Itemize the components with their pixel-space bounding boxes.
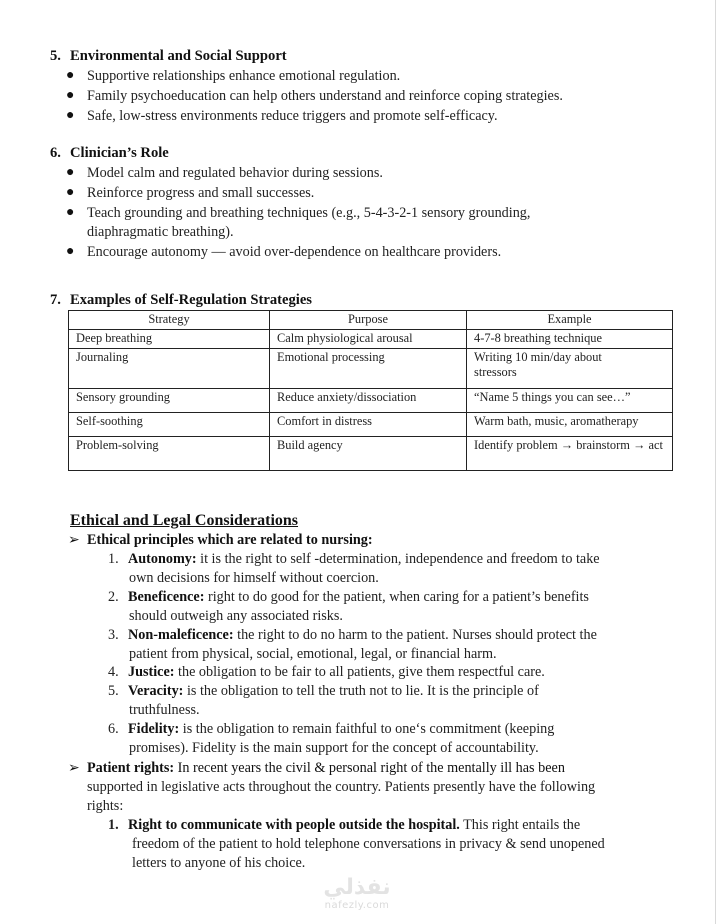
principle-item: 2. Beneficence: right to do good for the patient, when caring for a patient’s benefits — [108, 589, 589, 605]
bullet-icon: ● — [66, 88, 75, 103]
table-cell: Reduce anxiety/dissociation — [270, 389, 467, 413]
principle-continuation: truthfulness. — [129, 702, 200, 718]
right-continuation: freedom of the patient to hold telephone conversations in privacy & send unopened — [132, 836, 605, 852]
table-cell: Warm bath, music, aromatherapy — [467, 413, 673, 437]
principle-item: 3. Non-maleficence: the right to do no harm to the patient. Nurses should protect the — [108, 627, 597, 643]
bullet-icon: ● — [66, 244, 75, 259]
section-7-heading: 7. Examples of Self-Regulation Strategies — [50, 292, 312, 308]
right-item: 1. Right to communicate with people outside the hospital. This right entails the — [108, 817, 581, 833]
table-cell: Problem-solving — [69, 437, 270, 471]
table-row — [69, 349, 673, 389]
bullet-icon: ● — [66, 185, 75, 200]
table-cell: Journaling — [69, 349, 270, 389]
table-cell: Writing 10 min/day about stressors — [467, 349, 673, 389]
column-header: Strategy — [69, 311, 270, 330]
column-header: Purpose — [270, 311, 467, 330]
table-cell: Deep breathing — [69, 330, 270, 349]
table-cell: “Name 5 things you can see…” — [467, 389, 673, 413]
table-cell: Sensory grounding — [69, 389, 270, 413]
table-cell: Self-soothing — [69, 413, 270, 437]
ethics-heading: Ethical and Legal Considerations — [70, 512, 299, 529]
principle-continuation: should outweigh any associated risks. — [129, 608, 343, 624]
column-header: Example — [467, 311, 673, 330]
patient-rights-continuation: rights: — [87, 798, 124, 814]
bullet-icon: ● — [66, 68, 75, 83]
section-5-heading: 5. Environmental and Social Support — [50, 48, 287, 64]
principle-continuation: own decisions for himself without coercion. — [129, 570, 379, 586]
table-header-row — [69, 311, 673, 330]
right-continuation: letters to anyone of his choice. — [132, 855, 306, 871]
table-cell: Comfort in distress — [270, 413, 467, 437]
page-edge — [715, 0, 716, 924]
table-row — [69, 437, 673, 471]
document-page: 5. Environmental and Social Support ● Supportive relationships enhance emotional regulation. ● Family psychoeducation can help others understand and reinforce coping strategies. ● Safe, low-stress environments reduce triggers and promote self-efficacy. 6. Clinician’s Role ● Model calm and regulated behavior during sessions. ● Reinforce progress and small successes. ● Teach grounding and breathing techniques (e.g., 5-4-3-2-1 sensory grounding, diaphragmatic breathing). ● Encourage autonomy — avoid over-dependence on healthcare providers. 7. Examples of Self-Regulation Strategies Strategy Purpose Example Deep breathing Calm physiological arousal 4-7-8 breathing technique Journaling Emotional processing Writing 10 min/day about stressors Sensory grounding Reduce anxiety/dissociation “Name 5 things you can see…” Self-soothing Comfort in distress Warm bath, music, aromatherapy Problem-solving Build agency Identify problem → brainstorm → act Ethical and Legal Considerations ➢ Ethical principles which are related to nursing: 1. Autonomy: it is the right to self -determination, independence and freedom to take own decisions for himself without coercion. 2. Beneficence: right to do good for the patient, when caring for a patient’s benefits should outweigh any associated risks. 3. Non-maleficence: the right to do no harm to the patient. Nurses should protect the patient from physical, social, emotional, legal, or financial harm. 4. Justice: the obligation to be fair to all patients, give them respectful care. 5. Veracity: is the obligation to tell the truth not to lie. It is the principle of truthfulness. 6. Fidelity: is the obligation to remain faithful to one‘s commitment (keeping promises). Fidelity is the main support for the concept of accountability. ➢ Patient rights: In recent years the civil & personal right of the mentally ill has been supported in legislative acts throughout the country. Patients presently have the following rights: 1. Right to communicate with people outside the hospital. This right entails the freedom of the patient to hold telephone conversations in privacy & send unopened letters to anyone of his choice. نفذلي nafezly.com — [0, 0, 718, 924]
bullet-icon: ● — [66, 165, 75, 180]
principle-item: 5. Veracity: is the obligation to tell the truth not to lie. It is the principle of — [108, 683, 539, 699]
arrow-bullet-icon: ➢ — [68, 760, 80, 776]
table-cell: Emotional processing — [270, 349, 467, 389]
principle-item: 1. Autonomy: it is the right to self -determination, independence and freedom to take — [108, 551, 600, 567]
principle-continuation: patient from physical, social, emotional, legal, or financial harm. — [129, 646, 497, 662]
strategies-table — [68, 310, 673, 471]
table-row — [69, 330, 673, 349]
arrow-bullet-icon: ➢ — [68, 532, 80, 548]
table-row — [69, 389, 673, 413]
watermark-latin: nafezly.com — [324, 900, 390, 911]
bullet-icon: ● — [66, 108, 75, 123]
table-cell: Calm physiological arousal — [270, 330, 467, 349]
watermark-arabic: نفذلي — [323, 875, 391, 900]
bullet-continuation: diaphragmatic breathing). — [87, 224, 234, 240]
principle-item: 4. Justice: the obligation to be fair to all patients, give them respectful care. — [108, 664, 545, 680]
principle-item: 6. Fidelity: is the obligation to remain faithful to one‘s commitment (keeping — [108, 721, 555, 737]
table-cell: Identify problem → brainstorm → act — [467, 437, 673, 471]
watermark-logo — [312, 876, 402, 911]
section-6-heading: 6. Clinician’s Role — [50, 145, 169, 161]
principle-continuation: promises). Fidelity is the main support for the concept of accountability. — [129, 740, 539, 756]
table-cell: 4-7-8 breathing technique — [467, 330, 673, 349]
table-row — [69, 413, 673, 437]
table-cell: Build agency — [270, 437, 467, 471]
bullet-icon: ● — [66, 205, 75, 220]
patient-rights-continuation: supported in legislative acts throughout the country. Patients presently have the following — [87, 779, 596, 795]
